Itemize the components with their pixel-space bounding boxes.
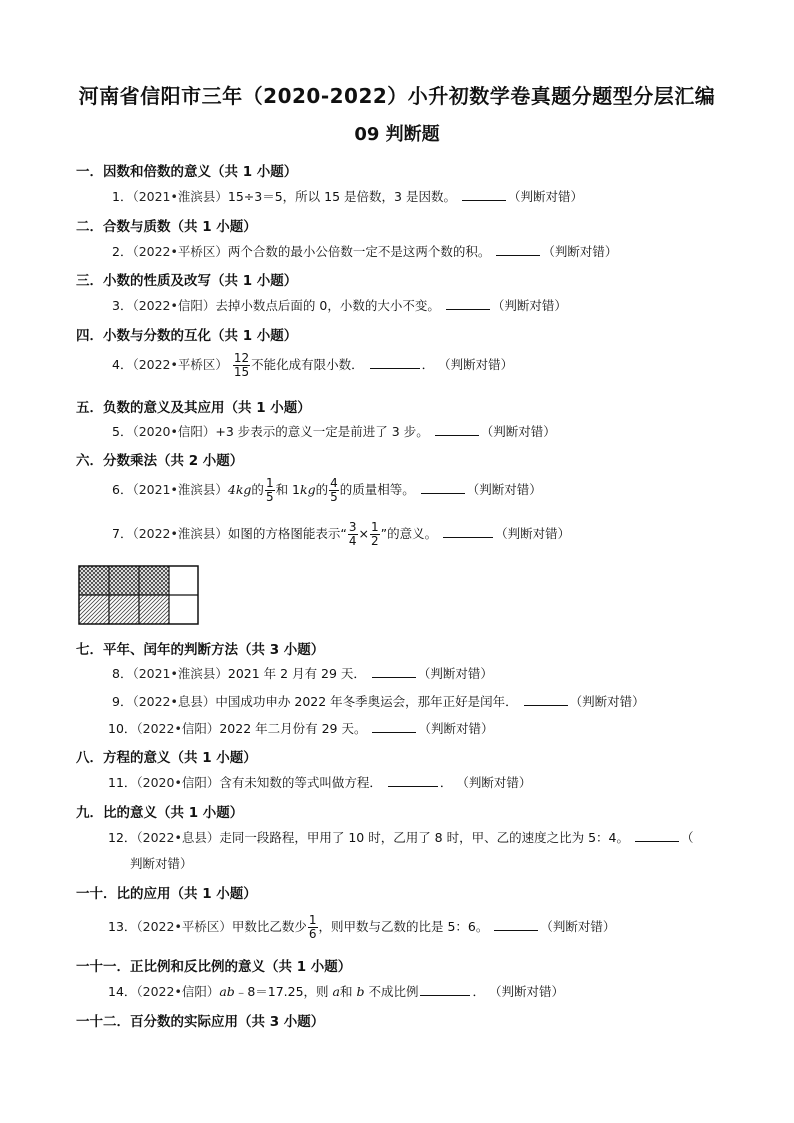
answer-blank[interactable] <box>635 829 679 842</box>
fraction: $\frac{12}{15}$ <box>233 351 250 379</box>
answer-blank[interactable] <box>446 297 490 310</box>
question-11: 11．（2020•信阳）含有未知数的等式叫做方程． ． （判断对错） <box>108 775 532 790</box>
answer-blank[interactable] <box>421 481 465 494</box>
section-heading: 六．分数乘法（共 2 小题） <box>76 453 244 469</box>
answer-blank[interactable] <box>462 188 506 201</box>
fraction: $\frac{1}{5}$ <box>265 476 274 504</box>
diagonal-hatched-cells <box>79 595 169 624</box>
grid-figure <box>78 565 200 627</box>
question-4: 4．（2022•平桥区） $\frac{12}{15}$ 不能化成有限小数． ． （判断对错） <box>112 351 514 379</box>
document-subtitle: 09 判断题 <box>354 124 440 145</box>
answer-blank[interactable] <box>372 720 416 733</box>
answer-blank[interactable] <box>494 918 538 931</box>
section-heading: 七．平年、闰年的判断方法（共 3 小题） <box>76 642 325 658</box>
section-heading: 三．小数的性质及改写（共 1 小题） <box>76 273 298 289</box>
section-heading: 五．负数的意义及其应用（共 1 小题） <box>76 400 311 416</box>
answer-blank[interactable] <box>435 423 479 436</box>
section-heading: 一十．比的应用（共 1 小题） <box>76 886 257 902</box>
question-14: 14．（2022•信阳）ab﹣8＝17.25，则 a和 b 不成比例 ． （判断对错） <box>108 984 564 999</box>
question-13: 13．（2022•平桥区）甲数比乙数少 $\frac{1}{6}$ ，则甲数与乙数的比是 5：6。 （判断对错） <box>108 913 616 941</box>
fraction: $\frac{1}{6}$ <box>308 913 317 941</box>
document-title: 河南省信阳市三年（2020-2022）小升初数学卷真题分题型分层汇编 <box>78 84 716 108</box>
fraction: $\frac{3}{4}$ <box>348 520 357 548</box>
fraction: $\frac{1}{2}$ <box>371 520 379 548</box>
section-heading: 二．合数与质数（共 1 小题） <box>76 219 257 235</box>
section-heading: 四．小数与分数的互化（共 1 小题） <box>76 328 298 344</box>
section-heading: 一十一．正比例和反比例的意义（共 1 小题） <box>76 959 352 975</box>
question-1: 1．（2021•淮滨县）15÷3＝5，所以 15 是倍数，3 是因数。 （判断对错） <box>112 189 583 204</box>
question-7: 7．（2022•淮滨县）如图的方格图能表示“ $\frac{3}{4}$ × $\frac{1}{2}$ ”的意义。 （判断对错） <box>112 520 571 548</box>
question-9: 9．（2022•息县）中国成功申办 2022 年冬季奥运会，那年正好是闰年． （判断对错） <box>112 694 645 709</box>
question-8: 8．（2021•淮滨县）2021 年 2 月有 29 天． （判断对错） <box>112 666 493 681</box>
question-3: 3．（2022•信阳）去掉小数点后面的 0，小数的大小不变。 （判断对错） <box>112 298 567 313</box>
question-10: 10．（2022•信阳）2022 年二月份有 29 天。 （判断对错） <box>108 721 494 736</box>
cross-hatched-cells <box>79 566 169 595</box>
question-6: 6．（2021•淮滨县）4kg的 $\frac{1}{5}$ 和 1kg的 $\frac{4}{5}$ 的质量相等。 （判断对错） <box>112 476 542 504</box>
answer-blank[interactable] <box>443 525 493 538</box>
question-12-continuation: 判断对错） <box>130 856 193 871</box>
section-heading: 一．因数和倍数的意义（共 1 小题） <box>76 164 298 180</box>
answer-blank[interactable] <box>496 243 540 256</box>
answer-blank[interactable] <box>372 665 416 678</box>
answer-blank[interactable] <box>370 356 420 369</box>
answer-blank[interactable] <box>388 774 438 787</box>
section-heading: 九．比的意义（共 1 小题） <box>76 805 244 821</box>
section-heading: 一十二．百分数的实际应用（共 3 小题） <box>76 1014 325 1030</box>
answer-blank[interactable] <box>420 983 470 996</box>
section-heading: 八．方程的意义（共 1 小题） <box>76 750 257 766</box>
question-12: 12．（2022•息县）走同一段路程，甲用了 10 时，乙用了 8 时，甲、乙的速度之比为 5：4。 （ <box>108 830 694 845</box>
answer-blank[interactable] <box>524 693 568 706</box>
question-5: 5．（2020•信阳）+3 步表示的意义一定是前进了 3 步。 （判断对错） <box>112 424 556 439</box>
fraction: $\frac{4}{5}$ <box>330 476 338 504</box>
question-2: 2．（2022•平桥区）两个合数的最小公倍数一定不是这两个数的积。 （判断对错） <box>112 244 618 259</box>
